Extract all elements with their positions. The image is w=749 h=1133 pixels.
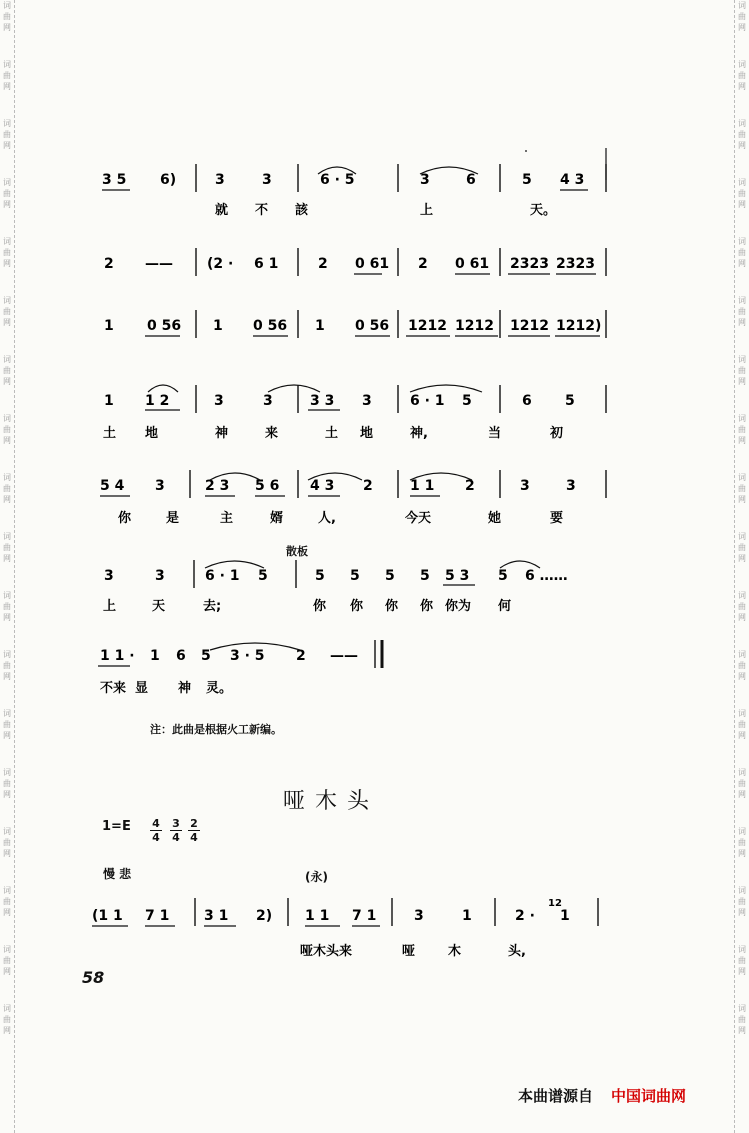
note: 5: [565, 393, 575, 409]
lyric: 你: [313, 599, 327, 614]
lyric: 何: [498, 599, 512, 614]
note: 6 · 1: [410, 393, 445, 409]
watermark-glyph: 词: [3, 473, 11, 482]
note: 2323: [556, 256, 595, 272]
note: 1: [315, 318, 325, 334]
watermark-glyph: 曲: [738, 661, 746, 670]
note: 6: [522, 393, 532, 409]
watermark-glyph: 词: [738, 827, 746, 836]
lyric: 今天: [405, 511, 432, 526]
lyric: 神,: [410, 426, 428, 441]
note: 1: [462, 908, 472, 924]
watermark-glyph: 网: [3, 613, 11, 622]
note: 4 3: [560, 172, 585, 188]
watermark-glyph: 词: [738, 296, 746, 305]
note: 1 2: [145, 393, 170, 409]
note: 2): [256, 908, 273, 924]
note: 6: [466, 172, 476, 188]
watermark-glyph: 词: [738, 532, 746, 541]
lyric: 不: [255, 203, 269, 218]
watermark-glyph: 网: [3, 849, 11, 858]
note: 5 6: [255, 478, 280, 494]
watermark-glyph: 曲: [738, 1015, 746, 1024]
watermark-glyph: 词: [3, 768, 11, 777]
watermark-glyph: 曲: [738, 366, 746, 375]
slur: [205, 561, 264, 568]
watermark-glyph: 词: [738, 473, 746, 482]
note: 2: [363, 478, 373, 494]
note: 3: [566, 478, 576, 494]
lyric: 主: [220, 511, 234, 526]
note: 1212): [556, 318, 602, 334]
lyric: 婿: [270, 511, 284, 526]
note: 1 1 ·: [100, 648, 135, 664]
note: 6): [160, 172, 177, 188]
watermark-glyph: 词: [3, 945, 11, 954]
lyric: 土: [103, 426, 117, 441]
watermark-glyph: 曲: [738, 838, 746, 847]
note: 5: [201, 648, 211, 664]
watermark-glyph: 曲: [738, 779, 746, 788]
watermark-glyph: 词: [738, 591, 746, 600]
watermark-glyph: 词: [3, 650, 11, 659]
lyric: 木: [448, 944, 462, 959]
watermark-glyph: 网: [3, 967, 11, 976]
watermark-glyph: 曲: [738, 543, 746, 552]
watermark-glyph: 网: [738, 908, 746, 917]
note: 3: [155, 478, 165, 494]
lyric: 头,: [508, 944, 526, 959]
note: 2: [296, 648, 306, 664]
watermark-glyph: 网: [3, 436, 11, 445]
note: 7 1: [352, 908, 377, 924]
key-signature: 1=E: [102, 819, 131, 834]
watermark-glyph: 曲: [738, 130, 746, 139]
watermark-glyph: 词: [3, 60, 11, 69]
watermark-glyph: 网: [738, 23, 746, 32]
note: 5: [498, 568, 508, 584]
slur: [410, 385, 482, 392]
watermark-glyph: 曲: [3, 71, 11, 80]
watermark-glyph: 词: [738, 237, 746, 246]
tempo-marking-sanban: 散板: [286, 545, 308, 558]
lyric: 地: [145, 426, 159, 441]
slur: [500, 561, 540, 568]
meter-2: $\frac{3}{4}$: [170, 817, 182, 844]
watermark-glyph: 曲: [3, 248, 11, 257]
watermark-glyph: 曲: [738, 71, 746, 80]
watermark-glyph: 词: [3, 355, 11, 364]
watermark-glyph: 曲: [3, 307, 11, 316]
lyric: 上: [420, 203, 434, 218]
watermark-glyph: 网: [738, 377, 746, 386]
slur: [148, 385, 178, 392]
watermark-glyph: 网: [3, 377, 11, 386]
lyric: 你: [350, 599, 364, 614]
lyric: 地: [360, 426, 374, 441]
lyric: 来: [265, 426, 279, 441]
watermark-glyph: 曲: [738, 602, 746, 611]
lyric: 人,: [318, 511, 336, 526]
note: 6 · 5: [320, 172, 355, 188]
note: 2 3: [205, 478, 230, 494]
watermark-glyph: 曲: [3, 956, 11, 965]
watermark-glyph: 词: [738, 945, 746, 954]
watermark-glyph: 网: [3, 554, 11, 563]
note: 1: [104, 393, 114, 409]
watermark-glyph: 网: [738, 495, 746, 504]
watermark-glyph: 词: [3, 119, 11, 128]
ornament-marking: (永): [305, 870, 328, 884]
slur: [268, 385, 320, 392]
note: 0 56: [355, 318, 390, 334]
watermark-glyph: 网: [3, 200, 11, 209]
watermark-glyph: 曲: [3, 189, 11, 198]
note: 1 1: [305, 908, 330, 924]
watermark-glyph: 曲: [3, 484, 11, 493]
watermark-glyph: 曲: [3, 779, 11, 788]
watermark-glyph: 网: [738, 82, 746, 91]
brand-name[interactable]: 中国词曲网: [611, 1087, 687, 1105]
lyric: 你: [420, 599, 434, 614]
note: 5: [350, 568, 360, 584]
note: 3: [420, 172, 430, 188]
note: 5 4: [100, 478, 125, 494]
note: 3: [214, 393, 224, 409]
lyric: 就: [215, 203, 229, 218]
note: 3: [215, 172, 225, 188]
watermark-glyph: 网: [3, 1026, 11, 1035]
grace-note: 12: [548, 898, 562, 909]
score-footnote: 注：此曲是根据火工新编。: [150, 723, 282, 736]
watermark-glyph: 词: [738, 60, 746, 69]
song-title: 哑木头: [283, 789, 380, 814]
watermark-glyph: 网: [3, 731, 11, 740]
watermark-glyph: 网: [738, 554, 746, 563]
watermark-glyph: 词: [738, 355, 746, 364]
watermark-glyph: 网: [3, 23, 11, 32]
watermark-glyph: 网: [3, 790, 11, 799]
watermark-glyph: 曲: [738, 425, 746, 434]
note: 2: [418, 256, 428, 272]
watermark-glyph: 词: [738, 709, 746, 718]
note: 4 3: [310, 478, 335, 494]
watermark-glyph: 曲: [738, 720, 746, 729]
lyric: 神: [215, 426, 229, 441]
note: 2: [465, 478, 475, 494]
watermark-glyph: 词: [738, 768, 746, 777]
watermark-glyph: 曲: [3, 425, 11, 434]
lyric: 哑: [402, 944, 416, 959]
note: 0 61: [355, 256, 390, 272]
watermark-glyph: 网: [738, 790, 746, 799]
source-credit: [518, 1085, 686, 1106]
note: 6 ……: [525, 568, 568, 584]
lyric: 当: [488, 426, 502, 441]
watermark-glyph: 词: [3, 709, 11, 718]
lyric: 你为: [445, 599, 472, 614]
watermark-glyph: 词: [738, 414, 746, 423]
note: 1212: [408, 318, 447, 334]
watermark-glyph: 曲: [3, 130, 11, 139]
watermark-glyph: 网: [3, 672, 11, 681]
watermark-glyph: 词: [3, 237, 11, 246]
watermark-glyph: 词: [3, 1, 11, 10]
note: 3: [155, 568, 165, 584]
note: ——: [330, 648, 358, 664]
watermark-glyph: 词: [3, 591, 11, 600]
watermark-glyph: 曲: [738, 12, 746, 21]
lyric: 显: [135, 681, 149, 696]
lyric: 要: [550, 511, 564, 526]
lyric: 不来: [100, 681, 127, 696]
watermark-glyph: 网: [3, 495, 11, 504]
note: 0 56: [147, 318, 182, 334]
note: 0 56: [253, 318, 288, 334]
watermark-glyph: 网: [3, 141, 11, 150]
watermark-glyph: 词: [3, 827, 11, 836]
note: 3: [104, 568, 114, 584]
watermark-glyph: 曲: [3, 897, 11, 906]
watermark-glyph: 词: [738, 119, 746, 128]
note: 3: [263, 393, 273, 409]
watermark-glyph: 曲: [3, 12, 11, 21]
watermark-glyph: 曲: [738, 189, 746, 198]
watermark-glyph: 网: [738, 613, 746, 622]
lyric: 天。: [530, 203, 557, 218]
lyric: 你: [385, 599, 399, 614]
watermark-glyph: 网: [3, 259, 11, 268]
watermark-glyph: 曲: [3, 543, 11, 552]
note: (1 1: [92, 908, 123, 924]
page-number: 58: [82, 968, 105, 987]
note: 1: [150, 648, 160, 664]
watermark-glyph: 网: [738, 141, 746, 150]
note: 5: [522, 172, 532, 188]
lyric: 初: [550, 426, 564, 441]
lyric: 神: [178, 681, 192, 696]
note: 1212: [455, 318, 494, 334]
note: 5: [315, 568, 325, 584]
watermark-glyph: 曲: [3, 602, 11, 611]
watermark-glyph: 曲: [738, 897, 746, 906]
lyric: 天: [152, 599, 166, 614]
watermark-glyph: 词: [738, 650, 746, 659]
lyric: 土: [325, 426, 339, 441]
watermark-glyph: 网: [3, 318, 11, 327]
watermark-glyph: 曲: [3, 661, 11, 670]
note: 6 1: [254, 256, 279, 272]
watermark-glyph: 词: [738, 1004, 746, 1013]
watermark-glyph: 网: [738, 967, 746, 976]
note: 3 1: [204, 908, 229, 924]
watermark-glyph: 词: [3, 178, 11, 187]
watermark-glyph: 网: [738, 436, 746, 445]
watermark-glyph: 网: [738, 672, 746, 681]
note: 1: [213, 318, 223, 334]
note: 5: [385, 568, 395, 584]
note: (2 ·: [207, 256, 234, 272]
lyric: 哑木头来: [300, 944, 353, 959]
note: ——: [145, 256, 173, 272]
watermark-glyph: 曲: [738, 307, 746, 316]
note: 5: [420, 568, 430, 584]
watermark-glyph: 网: [738, 200, 746, 209]
watermark-glyph: 网: [738, 731, 746, 740]
source-label: 本曲谱源自: [518, 1087, 594, 1105]
note: 6 · 1: [205, 568, 240, 584]
note: 1212: [510, 318, 549, 334]
watermark-glyph: 词: [738, 178, 746, 187]
lyric: 是: [166, 511, 180, 526]
lyric: 去;: [203, 599, 222, 614]
watermark-glyph: 曲: [3, 366, 11, 375]
watermark-glyph: 词: [3, 886, 11, 895]
note: 3 5: [102, 172, 127, 188]
watermark-glyph: 曲: [3, 838, 11, 847]
note: 2: [318, 256, 328, 272]
watermark-glyph: 网: [738, 259, 746, 268]
note: 7 1: [145, 908, 170, 924]
note: 2 ·: [515, 908, 535, 924]
note: 3 · 5: [230, 648, 265, 664]
note: 5: [258, 568, 268, 584]
watermark-glyph: 网: [738, 318, 746, 327]
note: 5 3: [445, 568, 470, 584]
watermark-glyph: 曲: [738, 248, 746, 257]
note: 1: [104, 318, 114, 334]
note: 3 3: [310, 393, 335, 409]
lyric: 該: [295, 203, 309, 218]
note: 3: [362, 393, 372, 409]
watermark-glyph: 曲: [3, 720, 11, 729]
lyric: 你: [118, 511, 132, 526]
watermark-glyph: 词: [3, 296, 11, 305]
watermark-glyph: 曲: [738, 956, 746, 965]
note: 3: [262, 172, 272, 188]
note: 5: [462, 393, 472, 409]
lyric: 她: [488, 511, 502, 526]
watermark-glyph: 曲: [3, 1015, 11, 1024]
watermark-glyph: 词: [3, 1004, 11, 1013]
watermark-glyph: 网: [3, 82, 11, 91]
note: 6: [176, 648, 186, 664]
note: 3: [520, 478, 530, 494]
watermark-glyph: 词: [738, 1, 746, 10]
watermark-glyph: 词: [738, 886, 746, 895]
watermark-glyph: 网: [3, 908, 11, 917]
note: 2: [104, 256, 114, 272]
watermark-glyph: 网: [738, 849, 746, 858]
note: 1: [560, 908, 570, 924]
note: 1 1: [410, 478, 435, 494]
meter-1: $\frac{4}{4}$: [150, 817, 162, 844]
lyric: 上: [103, 599, 117, 614]
note: 0 61: [455, 256, 490, 272]
meter-3: $\frac{2}{4}$: [188, 817, 200, 844]
watermark-glyph: 网: [738, 1026, 746, 1035]
tempo-marking: 慢 悲: [103, 867, 132, 881]
note: 2323: [510, 256, 549, 272]
watermark-glyph: 词: [3, 532, 11, 541]
watermark-glyph: 词: [3, 414, 11, 423]
watermark-glyph: 曲: [738, 484, 746, 493]
note: 3: [414, 908, 424, 924]
lyric: 灵。: [206, 681, 233, 696]
